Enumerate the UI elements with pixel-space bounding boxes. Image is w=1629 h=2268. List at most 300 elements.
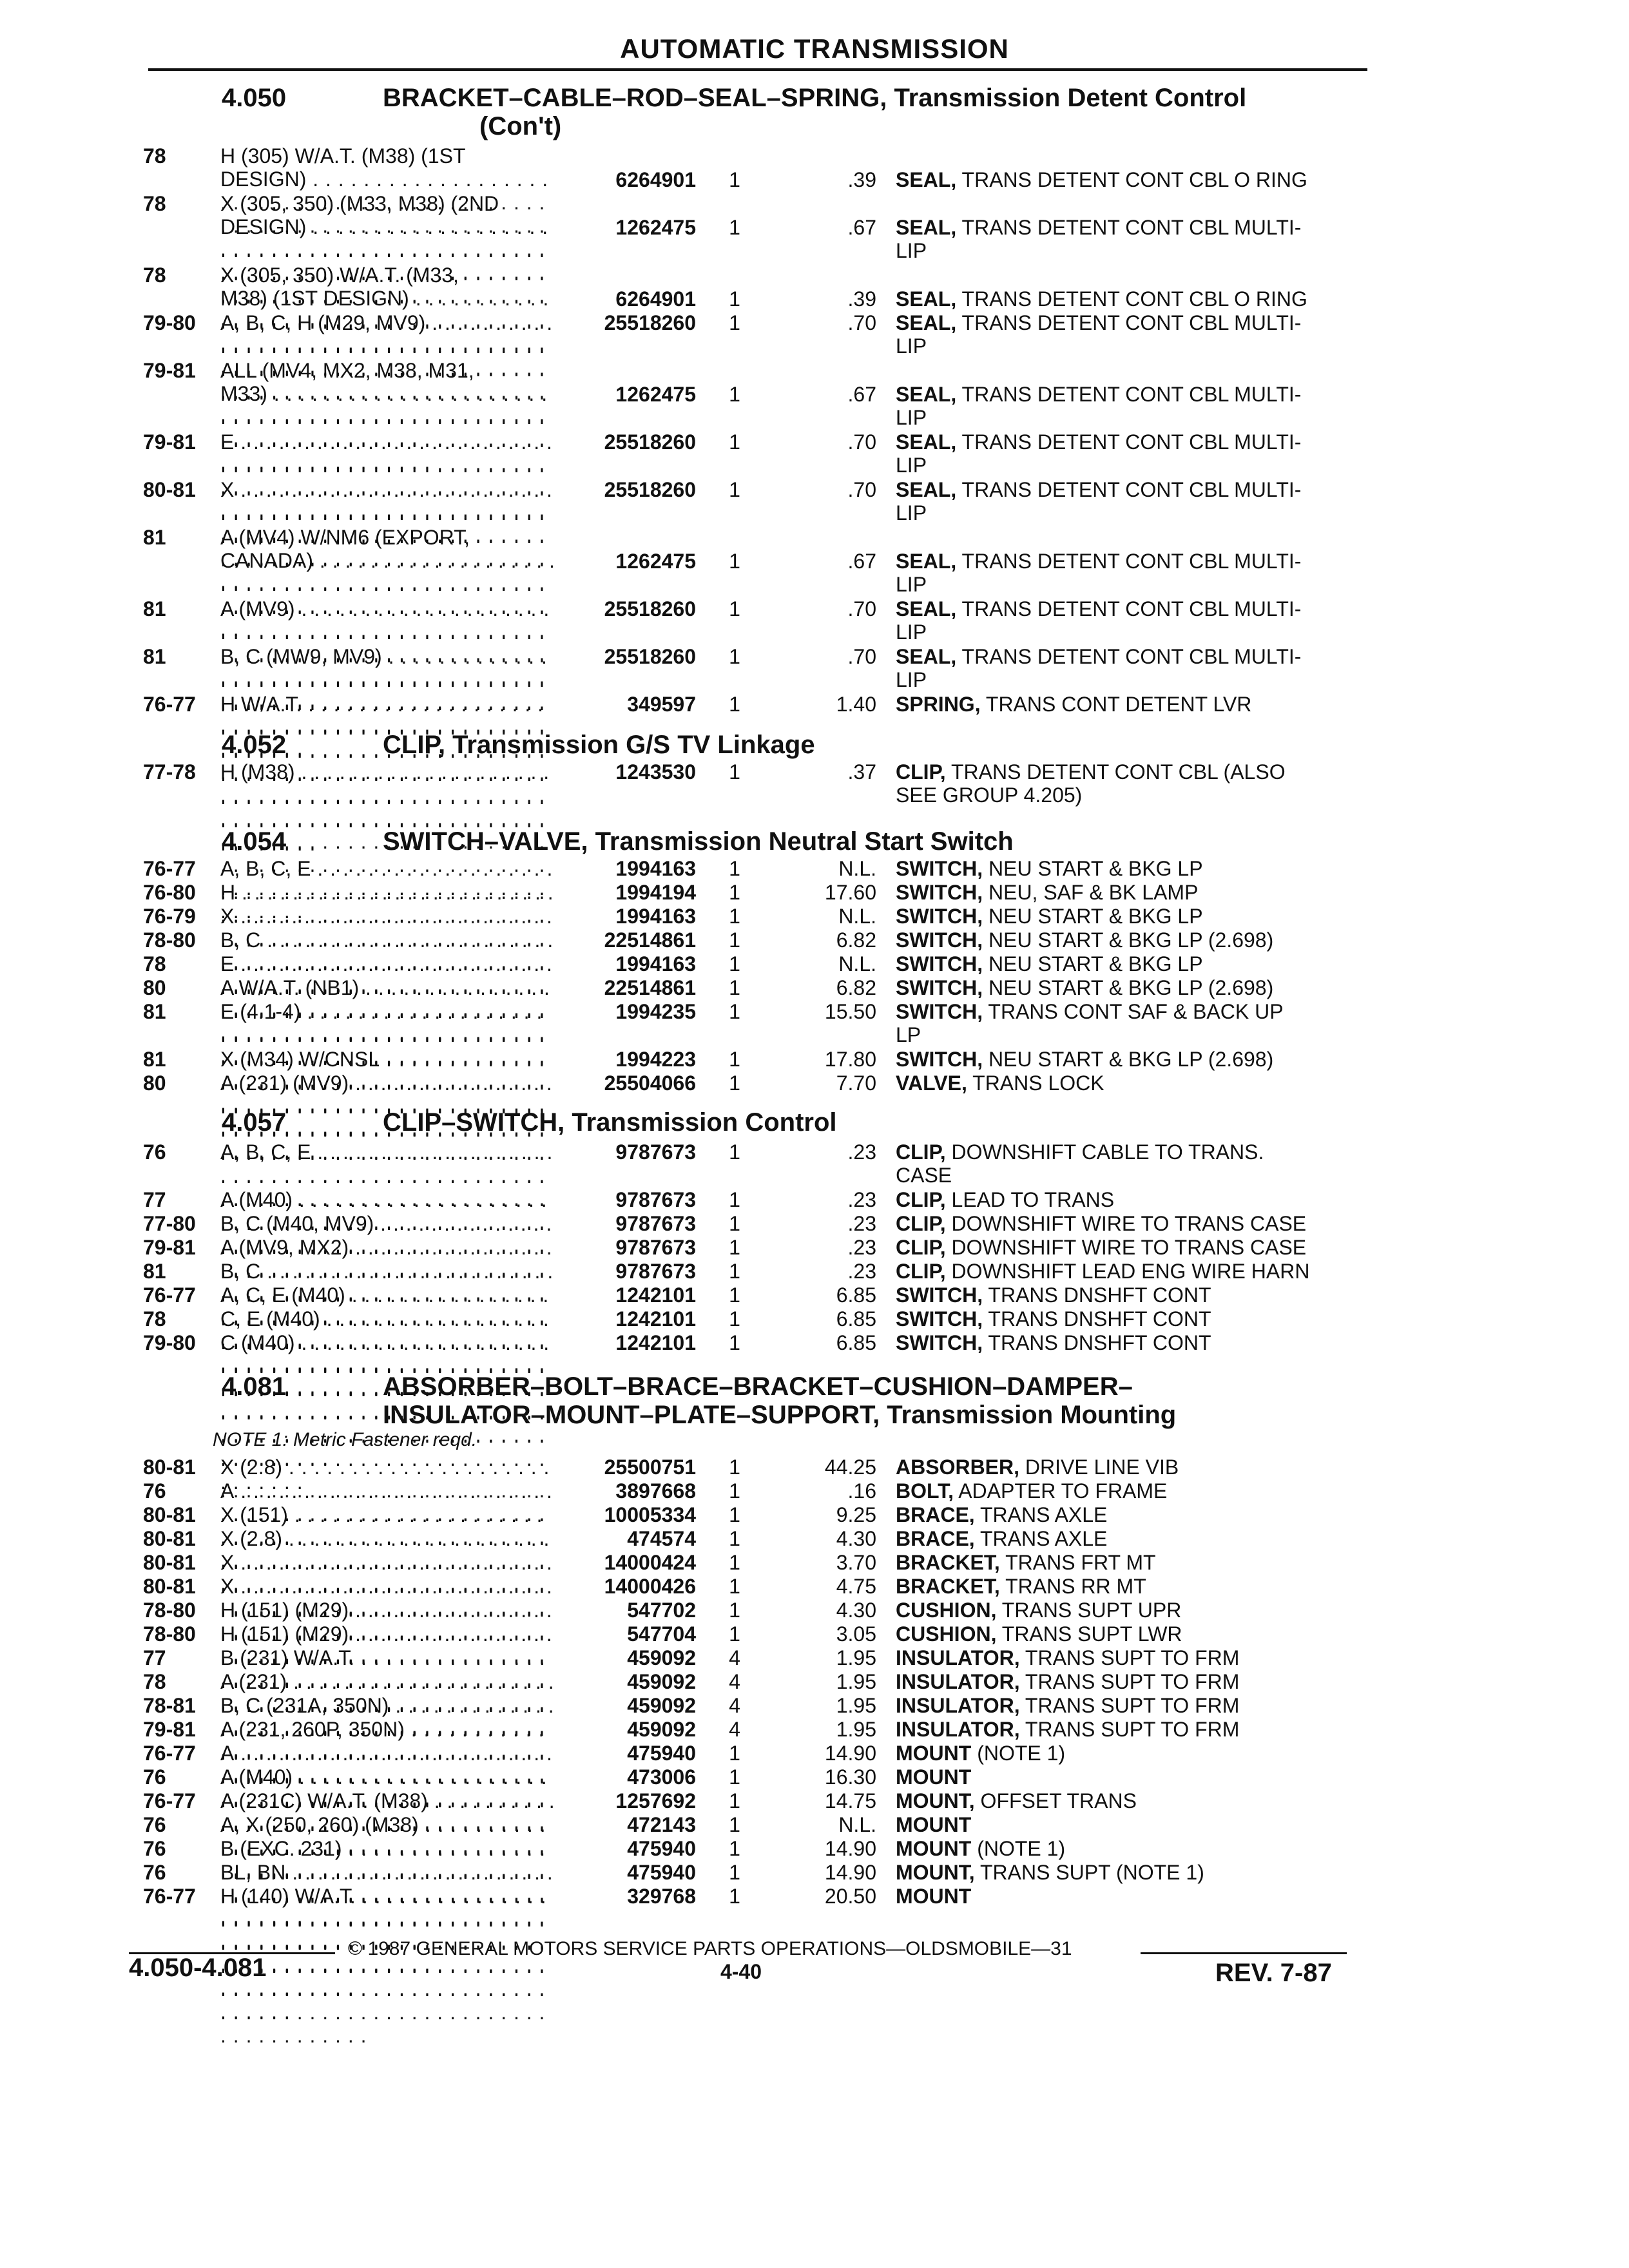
list-price: 4.30 bbox=[836, 1527, 876, 1550]
part-detail: TRANS RR MT bbox=[999, 1575, 1146, 1598]
part-name: SWITCH, bbox=[896, 928, 983, 952]
list-price: .16 bbox=[847, 1479, 876, 1503]
part-description bbox=[896, 216, 1366, 262]
quantity: 1 bbox=[729, 478, 740, 501]
model-years: 78 bbox=[143, 144, 166, 168]
application: X (305, 350) W/A.T. (M33, M38) (1ST DESIGN) . . . bbox=[220, 264, 555, 449]
table-row bbox=[0, 1283, 1629, 1307]
part-detail: TRANS CONT DETENT LVR bbox=[980, 693, 1252, 716]
table-row bbox=[0, 1622, 1629, 1646]
table-row bbox=[0, 645, 1629, 693]
part-detail: TRANS DNSHFT CONT bbox=[983, 1331, 1211, 1354]
model-years: 77 bbox=[143, 1188, 166, 1211]
model-years: 77 bbox=[143, 1646, 166, 1669]
quantity: 1 bbox=[729, 1236, 740, 1259]
part-name: SWITCH, bbox=[896, 881, 983, 904]
table-row bbox=[0, 1072, 1629, 1095]
list-price: N.L. bbox=[838, 857, 876, 880]
part-number: 1994163 bbox=[615, 952, 696, 975]
part-name: SWITCH, bbox=[896, 1000, 983, 1023]
quantity: 1 bbox=[729, 1140, 740, 1164]
quantity: 1 bbox=[729, 857, 740, 880]
list-price: 6.82 bbox=[836, 928, 876, 952]
part-name: BOLT, bbox=[896, 1479, 954, 1503]
part-number: 22514861 bbox=[604, 976, 696, 999]
part-name: SWITCH, bbox=[896, 905, 983, 928]
part-name: SPRING, bbox=[896, 693, 981, 716]
part-description bbox=[896, 1837, 1366, 1860]
model-years: 81 bbox=[143, 597, 166, 620]
table-row bbox=[0, 1670, 1629, 1694]
application: A (231C) W/A.T. (M38) . . . bbox=[220, 1789, 555, 1952]
part-description bbox=[896, 478, 1366, 524]
part-description bbox=[896, 1188, 1366, 1211]
part-number: 473006 bbox=[627, 1765, 696, 1789]
quantity: 4 bbox=[729, 1718, 740, 1741]
part-description bbox=[896, 168, 1366, 191]
part-description bbox=[896, 1742, 1366, 1765]
model-years: 79-81 bbox=[143, 1236, 196, 1259]
part-description bbox=[896, 1789, 1366, 1812]
table-row bbox=[0, 1527, 1629, 1551]
part-detail: NEU START & BKG LP bbox=[983, 905, 1203, 928]
table-row bbox=[0, 1260, 1629, 1283]
application: A, C, E (M40) . . . bbox=[220, 1283, 555, 1446]
list-price: 4.75 bbox=[836, 1575, 876, 1598]
quantity: 1 bbox=[729, 1837, 740, 1860]
part-detail: NEU START & BKG LP (2.698) bbox=[983, 1048, 1274, 1071]
quantity: 4 bbox=[729, 1670, 740, 1693]
part-detail: TRANS CONT SAF & BACK UP LP bbox=[896, 1000, 1284, 1046]
part-detail: DOWNSHIFT WIRE TO TRANS CASE bbox=[945, 1212, 1307, 1235]
application: A, B, C, H (M29, MV9) . . . bbox=[220, 311, 555, 474]
model-years: 80-81 bbox=[143, 1456, 196, 1479]
model-years: 76-77 bbox=[143, 1283, 196, 1307]
application: A (231, 260P, 350N) . . . bbox=[220, 1718, 555, 1880]
part-description bbox=[896, 1283, 1366, 1307]
quantity: 4 bbox=[729, 1694, 740, 1717]
table-row bbox=[0, 1212, 1629, 1236]
part-description bbox=[896, 905, 1366, 928]
model-years: 76 bbox=[143, 1837, 166, 1860]
quantity: 1 bbox=[729, 216, 740, 239]
table-row bbox=[0, 952, 1629, 976]
part-number: 25518260 bbox=[604, 478, 696, 501]
part-detail: TRANS DETENT CONT CBL MULTI- LIP bbox=[896, 597, 1302, 644]
model-years: 80 bbox=[143, 976, 166, 999]
part-detail: TRANS LOCK bbox=[967, 1072, 1104, 1095]
model-years: 76 bbox=[143, 1813, 166, 1836]
model-years: 80-81 bbox=[143, 1527, 196, 1550]
application: X (2.8) . . . bbox=[220, 1456, 555, 1618]
application: B, C (231A, 350N) . . . bbox=[220, 1694, 555, 1856]
application: A, B, C, E . . . bbox=[220, 1140, 555, 1303]
part-number: 475940 bbox=[627, 1861, 696, 1884]
table-row bbox=[0, 1765, 1629, 1789]
part-number: 22514861 bbox=[604, 928, 696, 952]
application: A (MV9) . . . bbox=[220, 597, 555, 760]
part-name: SEAL, bbox=[896, 168, 957, 191]
part-description bbox=[896, 1575, 1366, 1598]
table-row bbox=[0, 1307, 1629, 1331]
list-price: 6.85 bbox=[836, 1307, 876, 1331]
table-row bbox=[0, 857, 1629, 881]
part-description bbox=[896, 928, 1366, 952]
part-description bbox=[896, 1212, 1366, 1235]
list-price: 15.50 bbox=[824, 1000, 876, 1023]
list-price: 16.30 bbox=[824, 1765, 876, 1789]
quantity: 1 bbox=[729, 1000, 740, 1023]
list-price: 14.90 bbox=[824, 1861, 876, 1884]
part-detail: OFFSET TRANS bbox=[974, 1789, 1137, 1812]
part-detail: TRANS DETENT CONT CBL (ALSO SEE GROUP 4.205) bbox=[896, 760, 1286, 807]
table-row bbox=[0, 928, 1629, 952]
quantity: 1 bbox=[729, 1188, 740, 1211]
part-description bbox=[896, 1000, 1366, 1046]
part-description bbox=[896, 597, 1366, 644]
part-name: INSULATOR, bbox=[896, 1694, 1020, 1717]
part-number: 1257692 bbox=[615, 1789, 696, 1812]
part-description bbox=[896, 1813, 1366, 1836]
part-description bbox=[896, 1072, 1366, 1095]
quantity: 1 bbox=[729, 1072, 740, 1095]
part-name: CLIP, bbox=[896, 1212, 946, 1235]
table-row bbox=[0, 264, 1629, 311]
application: H . . . bbox=[220, 881, 555, 1043]
part-name: BRACKET, bbox=[896, 1551, 1000, 1574]
quantity: 1 bbox=[729, 1622, 740, 1646]
part-name: SWITCH, bbox=[896, 1283, 983, 1307]
quantity: 1 bbox=[729, 928, 740, 952]
list-price: N.L. bbox=[838, 1813, 876, 1836]
part-name: MOUNT bbox=[896, 1813, 972, 1836]
table-row bbox=[0, 1048, 1629, 1072]
part-name: SEAL, bbox=[896, 645, 957, 668]
list-price: 7.70 bbox=[836, 1072, 876, 1095]
list-price: 6.82 bbox=[836, 976, 876, 999]
application: B, C . . . bbox=[220, 928, 555, 1091]
part-number: 475940 bbox=[627, 1742, 696, 1765]
quantity: 1 bbox=[729, 430, 740, 454]
part-detail: TRANS SUPT TO FRM bbox=[1019, 1694, 1240, 1717]
part-description bbox=[896, 1479, 1366, 1503]
list-price: 4.30 bbox=[836, 1599, 876, 1622]
list-price: .67 bbox=[847, 216, 876, 239]
part-name: CLIP, bbox=[896, 1188, 946, 1211]
part-name: CUSHION, bbox=[896, 1622, 997, 1646]
application: A W/A.T. (NB1) . . . bbox=[220, 976, 555, 1139]
application: X (2.8) . . . bbox=[220, 1527, 555, 1689]
table-row bbox=[0, 1503, 1629, 1527]
model-years: 81 bbox=[143, 1260, 166, 1283]
application: A (231) . . . bbox=[220, 1670, 555, 1832]
table-row bbox=[0, 905, 1629, 928]
model-years: 80-81 bbox=[143, 1503, 196, 1526]
section-title: CLIP, Transmission G/S TV Linkage bbox=[383, 731, 815, 759]
model-years: 77-80 bbox=[143, 1212, 196, 1235]
model-years: 78-80 bbox=[143, 1599, 196, 1622]
section-title: SWITCH–VALVE, Transmission Neutral Start Switch bbox=[383, 827, 1014, 856]
part-name: SWITCH, bbox=[896, 1048, 983, 1071]
table-row bbox=[0, 1861, 1629, 1885]
section-note: NOTE 1: Metric Fastener reqd. bbox=[213, 1429, 477, 1450]
part-detail: NEU START & BKG LP bbox=[983, 857, 1203, 880]
part-description bbox=[896, 1140, 1366, 1187]
part-number: 459092 bbox=[627, 1718, 696, 1741]
part-detail: NEU START & BKG LP (2.698) bbox=[983, 928, 1274, 952]
part-description bbox=[896, 1861, 1366, 1884]
section-number: 4.050 bbox=[222, 84, 287, 112]
part-name: SEAL, bbox=[896, 216, 957, 239]
part-number: 1994163 bbox=[615, 857, 696, 880]
part-name: MOUNT bbox=[896, 1837, 972, 1860]
part-detail: TRANS DETENT CONT CBL MULTI- LIP bbox=[896, 216, 1302, 262]
model-years: 76-80 bbox=[143, 881, 196, 904]
part-description bbox=[896, 1551, 1366, 1574]
list-price: 14.75 bbox=[824, 1789, 876, 1812]
application: B, C (MW9, MV9) . . . bbox=[220, 645, 555, 807]
page-number: 4-40 bbox=[720, 1960, 762, 1983]
part-detail: TRANS DETENT CONT CBL MULTI- LIP bbox=[896, 383, 1302, 429]
list-price: 1.95 bbox=[836, 1670, 876, 1693]
list-price: 3.70 bbox=[836, 1551, 876, 1574]
part-number: 6264901 bbox=[615, 168, 696, 191]
part-detail: NEU, SAF & BK LAMP bbox=[983, 881, 1199, 904]
quantity: 1 bbox=[729, 1260, 740, 1283]
application: X (305, 350) (M33, M38) (2ND DESIGN) . . . bbox=[220, 192, 555, 378]
part-name: SWITCH, bbox=[896, 1331, 983, 1354]
application: X (M34) W/CNSL . . . bbox=[220, 1048, 555, 1210]
part-detail: TRANS DNSHFT CONT bbox=[983, 1307, 1211, 1331]
part-description bbox=[896, 383, 1366, 429]
copyright-notice: © 1987 GENERAL MOTORS SERVICE PARTS OPERATIONS—OLDSMOBILE—31 bbox=[348, 1938, 1072, 1959]
part-number: 14000424 bbox=[604, 1551, 696, 1574]
quantity: 1 bbox=[729, 976, 740, 999]
model-years: 79-80 bbox=[143, 1331, 196, 1354]
application: A (231) (MV9) . . . bbox=[220, 1072, 555, 1234]
table-row bbox=[0, 1599, 1629, 1622]
part-number: 547702 bbox=[627, 1599, 696, 1622]
part-number: 9787673 bbox=[615, 1260, 696, 1283]
part-name: MOUNT, bbox=[896, 1861, 975, 1884]
part-name: CLIP, bbox=[896, 1260, 946, 1283]
list-price: 14.90 bbox=[824, 1742, 876, 1765]
table-row bbox=[0, 526, 1629, 596]
section-number: 4.057 bbox=[222, 1108, 287, 1137]
part-name: SWITCH, bbox=[896, 976, 983, 999]
part-number: 459092 bbox=[627, 1670, 696, 1693]
model-years: 78 bbox=[143, 1307, 166, 1331]
part-number: 475940 bbox=[627, 1837, 696, 1860]
part-number: 9787673 bbox=[615, 1212, 696, 1235]
part-number: 1262475 bbox=[615, 383, 696, 406]
application: X (151) . . . bbox=[220, 1503, 555, 1666]
part-number: 25518260 bbox=[604, 430, 696, 454]
application: A (MV9, MX2) . . . bbox=[220, 1236, 555, 1398]
part-detail: (NOTE 1) bbox=[971, 1742, 1066, 1765]
part-detail: TRANS SUPT (NOTE 1) bbox=[974, 1861, 1204, 1884]
table-row bbox=[0, 1885, 1629, 1908]
application: A (MV4) W/NM6 (EXPORT, CANADA) . . . bbox=[220, 526, 555, 711]
table-row bbox=[0, 976, 1629, 1000]
table-row bbox=[0, 1575, 1629, 1599]
part-description bbox=[896, 1718, 1366, 1741]
table-row bbox=[0, 478, 1629, 526]
part-number: 1262475 bbox=[615, 216, 696, 239]
part-number: 14000426 bbox=[604, 1575, 696, 1598]
part-number: 459092 bbox=[627, 1694, 696, 1717]
list-price: .23 bbox=[847, 1188, 876, 1211]
part-number: 25518260 bbox=[604, 597, 696, 620]
part-description bbox=[896, 1599, 1366, 1622]
table-row bbox=[0, 144, 1629, 192]
part-detail: TRANS DETENT CONT CBL MULTI- LIP bbox=[896, 430, 1302, 477]
model-years: 81 bbox=[143, 1000, 166, 1023]
quantity: 1 bbox=[729, 1861, 740, 1884]
quantity: 1 bbox=[729, 1527, 740, 1550]
application: C (M40) . . . bbox=[220, 1331, 555, 1494]
part-description bbox=[896, 1670, 1366, 1693]
model-years: 78-80 bbox=[143, 1622, 196, 1646]
list-price: 1.40 bbox=[836, 693, 876, 716]
quantity: 1 bbox=[729, 905, 740, 928]
part-detail: ADAPTER TO FRAME bbox=[954, 1479, 1168, 1503]
model-years: 76-77 bbox=[143, 693, 196, 716]
model-years: 76-77 bbox=[143, 1742, 196, 1765]
model-years: 78-80 bbox=[143, 928, 196, 952]
part-detail: TRANS AXLE bbox=[974, 1527, 1108, 1550]
part-number: 25518260 bbox=[604, 311, 696, 334]
part-detail: DRIVE LINE VIB bbox=[1019, 1456, 1179, 1479]
model-years: 76 bbox=[143, 1479, 166, 1503]
list-price: 44.25 bbox=[824, 1456, 876, 1479]
table-row bbox=[0, 1742, 1629, 1765]
table-row bbox=[0, 1236, 1629, 1260]
list-price: .70 bbox=[847, 478, 876, 501]
quantity: 1 bbox=[729, 693, 740, 716]
model-years: 76 bbox=[143, 1765, 166, 1789]
part-name: SEAL, bbox=[896, 383, 957, 406]
list-price: 1.95 bbox=[836, 1694, 876, 1717]
quantity: 1 bbox=[729, 383, 740, 406]
part-number: 1242101 bbox=[615, 1331, 696, 1354]
list-price: 17.60 bbox=[824, 881, 876, 904]
part-detail: TRANS DETENT CONT CBL MULTI- LIP bbox=[896, 550, 1302, 596]
application: A . . . bbox=[220, 1742, 555, 1904]
part-name: SEAL, bbox=[896, 550, 957, 573]
part-number: 3897668 bbox=[615, 1479, 696, 1503]
table-row bbox=[0, 1000, 1629, 1048]
section-title: BRACKET–CABLE–ROD–SEAL–SPRING, Transmission Detent Control bbox=[383, 84, 1247, 112]
section-number: 4.052 bbox=[222, 731, 287, 759]
list-price: 6.85 bbox=[836, 1331, 876, 1354]
list-price: 1.95 bbox=[836, 1646, 876, 1669]
application: H (140) W/A.T. . . . bbox=[220, 1885, 555, 2047]
table-row bbox=[0, 693, 1629, 716]
list-price: .23 bbox=[847, 1140, 876, 1164]
model-years: 79-81 bbox=[143, 430, 196, 454]
part-detail: TRANS SUPT TO FRM bbox=[1019, 1646, 1240, 1669]
part-description bbox=[896, 287, 1366, 311]
part-description bbox=[896, 976, 1366, 999]
part-detail: TRANS SUPT TO FRM bbox=[1019, 1670, 1240, 1693]
part-description bbox=[896, 1503, 1366, 1526]
model-years: 81 bbox=[143, 1048, 166, 1071]
page-title: AUTOMATIC TRANSMISSION bbox=[620, 34, 1009, 64]
part-number: 25500751 bbox=[604, 1456, 696, 1479]
quantity: 1 bbox=[729, 760, 740, 783]
table-row bbox=[0, 1837, 1629, 1861]
part-description bbox=[896, 881, 1366, 904]
quantity: 1 bbox=[729, 1599, 740, 1622]
model-years: 76-77 bbox=[143, 1885, 196, 1908]
revision-label: REV. 7-87 bbox=[1215, 1959, 1332, 1987]
part-number: 9787673 bbox=[615, 1236, 696, 1259]
model-years: 76-77 bbox=[143, 857, 196, 880]
part-number: 25504066 bbox=[604, 1072, 696, 1095]
application: X . . . bbox=[220, 1575, 555, 1737]
part-detail: TRANS SUPT UPR bbox=[996, 1599, 1182, 1622]
list-price: 3.05 bbox=[836, 1622, 876, 1646]
list-price: 20.50 bbox=[824, 1885, 876, 1908]
model-years: 79-81 bbox=[143, 1718, 196, 1741]
part-description bbox=[896, 952, 1366, 975]
list-price: 17.80 bbox=[824, 1048, 876, 1071]
table-row bbox=[0, 1456, 1629, 1479]
part-number: 25518260 bbox=[604, 645, 696, 668]
table-row bbox=[0, 1479, 1629, 1503]
part-description bbox=[896, 1456, 1366, 1479]
part-number: 547704 bbox=[627, 1622, 696, 1646]
application: E (4.1-4) . . . bbox=[220, 1000, 555, 1162]
application: A . . . bbox=[220, 1479, 555, 1642]
quantity: 1 bbox=[729, 1283, 740, 1307]
part-detail: TRANS AXLE bbox=[974, 1503, 1108, 1526]
part-name: CLIP, bbox=[896, 1140, 946, 1164]
list-price: .39 bbox=[847, 168, 876, 191]
list-price: .70 bbox=[847, 430, 876, 454]
quantity: 1 bbox=[729, 168, 740, 191]
quantity: 1 bbox=[729, 287, 740, 311]
part-number: 1994194 bbox=[615, 881, 696, 904]
list-price: .70 bbox=[847, 645, 876, 668]
application: H (M38) . . . bbox=[220, 760, 555, 923]
part-name: CLIP, bbox=[896, 760, 946, 783]
table-row bbox=[0, 1646, 1629, 1670]
application: E . . . bbox=[220, 952, 555, 1115]
model-years: 78 bbox=[143, 264, 166, 287]
application: B, C (M40, MV9) . . . bbox=[220, 1212, 555, 1374]
list-price: 6.85 bbox=[836, 1283, 876, 1307]
part-number: 9787673 bbox=[615, 1140, 696, 1164]
table-row bbox=[0, 192, 1629, 262]
quantity: 1 bbox=[729, 1551, 740, 1574]
section-number: 4.054 bbox=[222, 827, 287, 856]
part-name: CUSHION, bbox=[896, 1599, 997, 1622]
table-row bbox=[0, 881, 1629, 905]
quantity: 1 bbox=[729, 1885, 740, 1908]
quantity: 4 bbox=[729, 1646, 740, 1669]
quantity: 1 bbox=[729, 1575, 740, 1598]
list-price: 9.25 bbox=[836, 1503, 876, 1526]
part-description bbox=[896, 645, 1366, 691]
part-name: CLIP, bbox=[896, 1236, 946, 1259]
part-number: 1242101 bbox=[615, 1283, 696, 1307]
quantity: 1 bbox=[729, 597, 740, 620]
part-number: 6264901 bbox=[615, 287, 696, 311]
application: B, C . . . bbox=[220, 1260, 555, 1422]
quantity: 1 bbox=[729, 1456, 740, 1479]
